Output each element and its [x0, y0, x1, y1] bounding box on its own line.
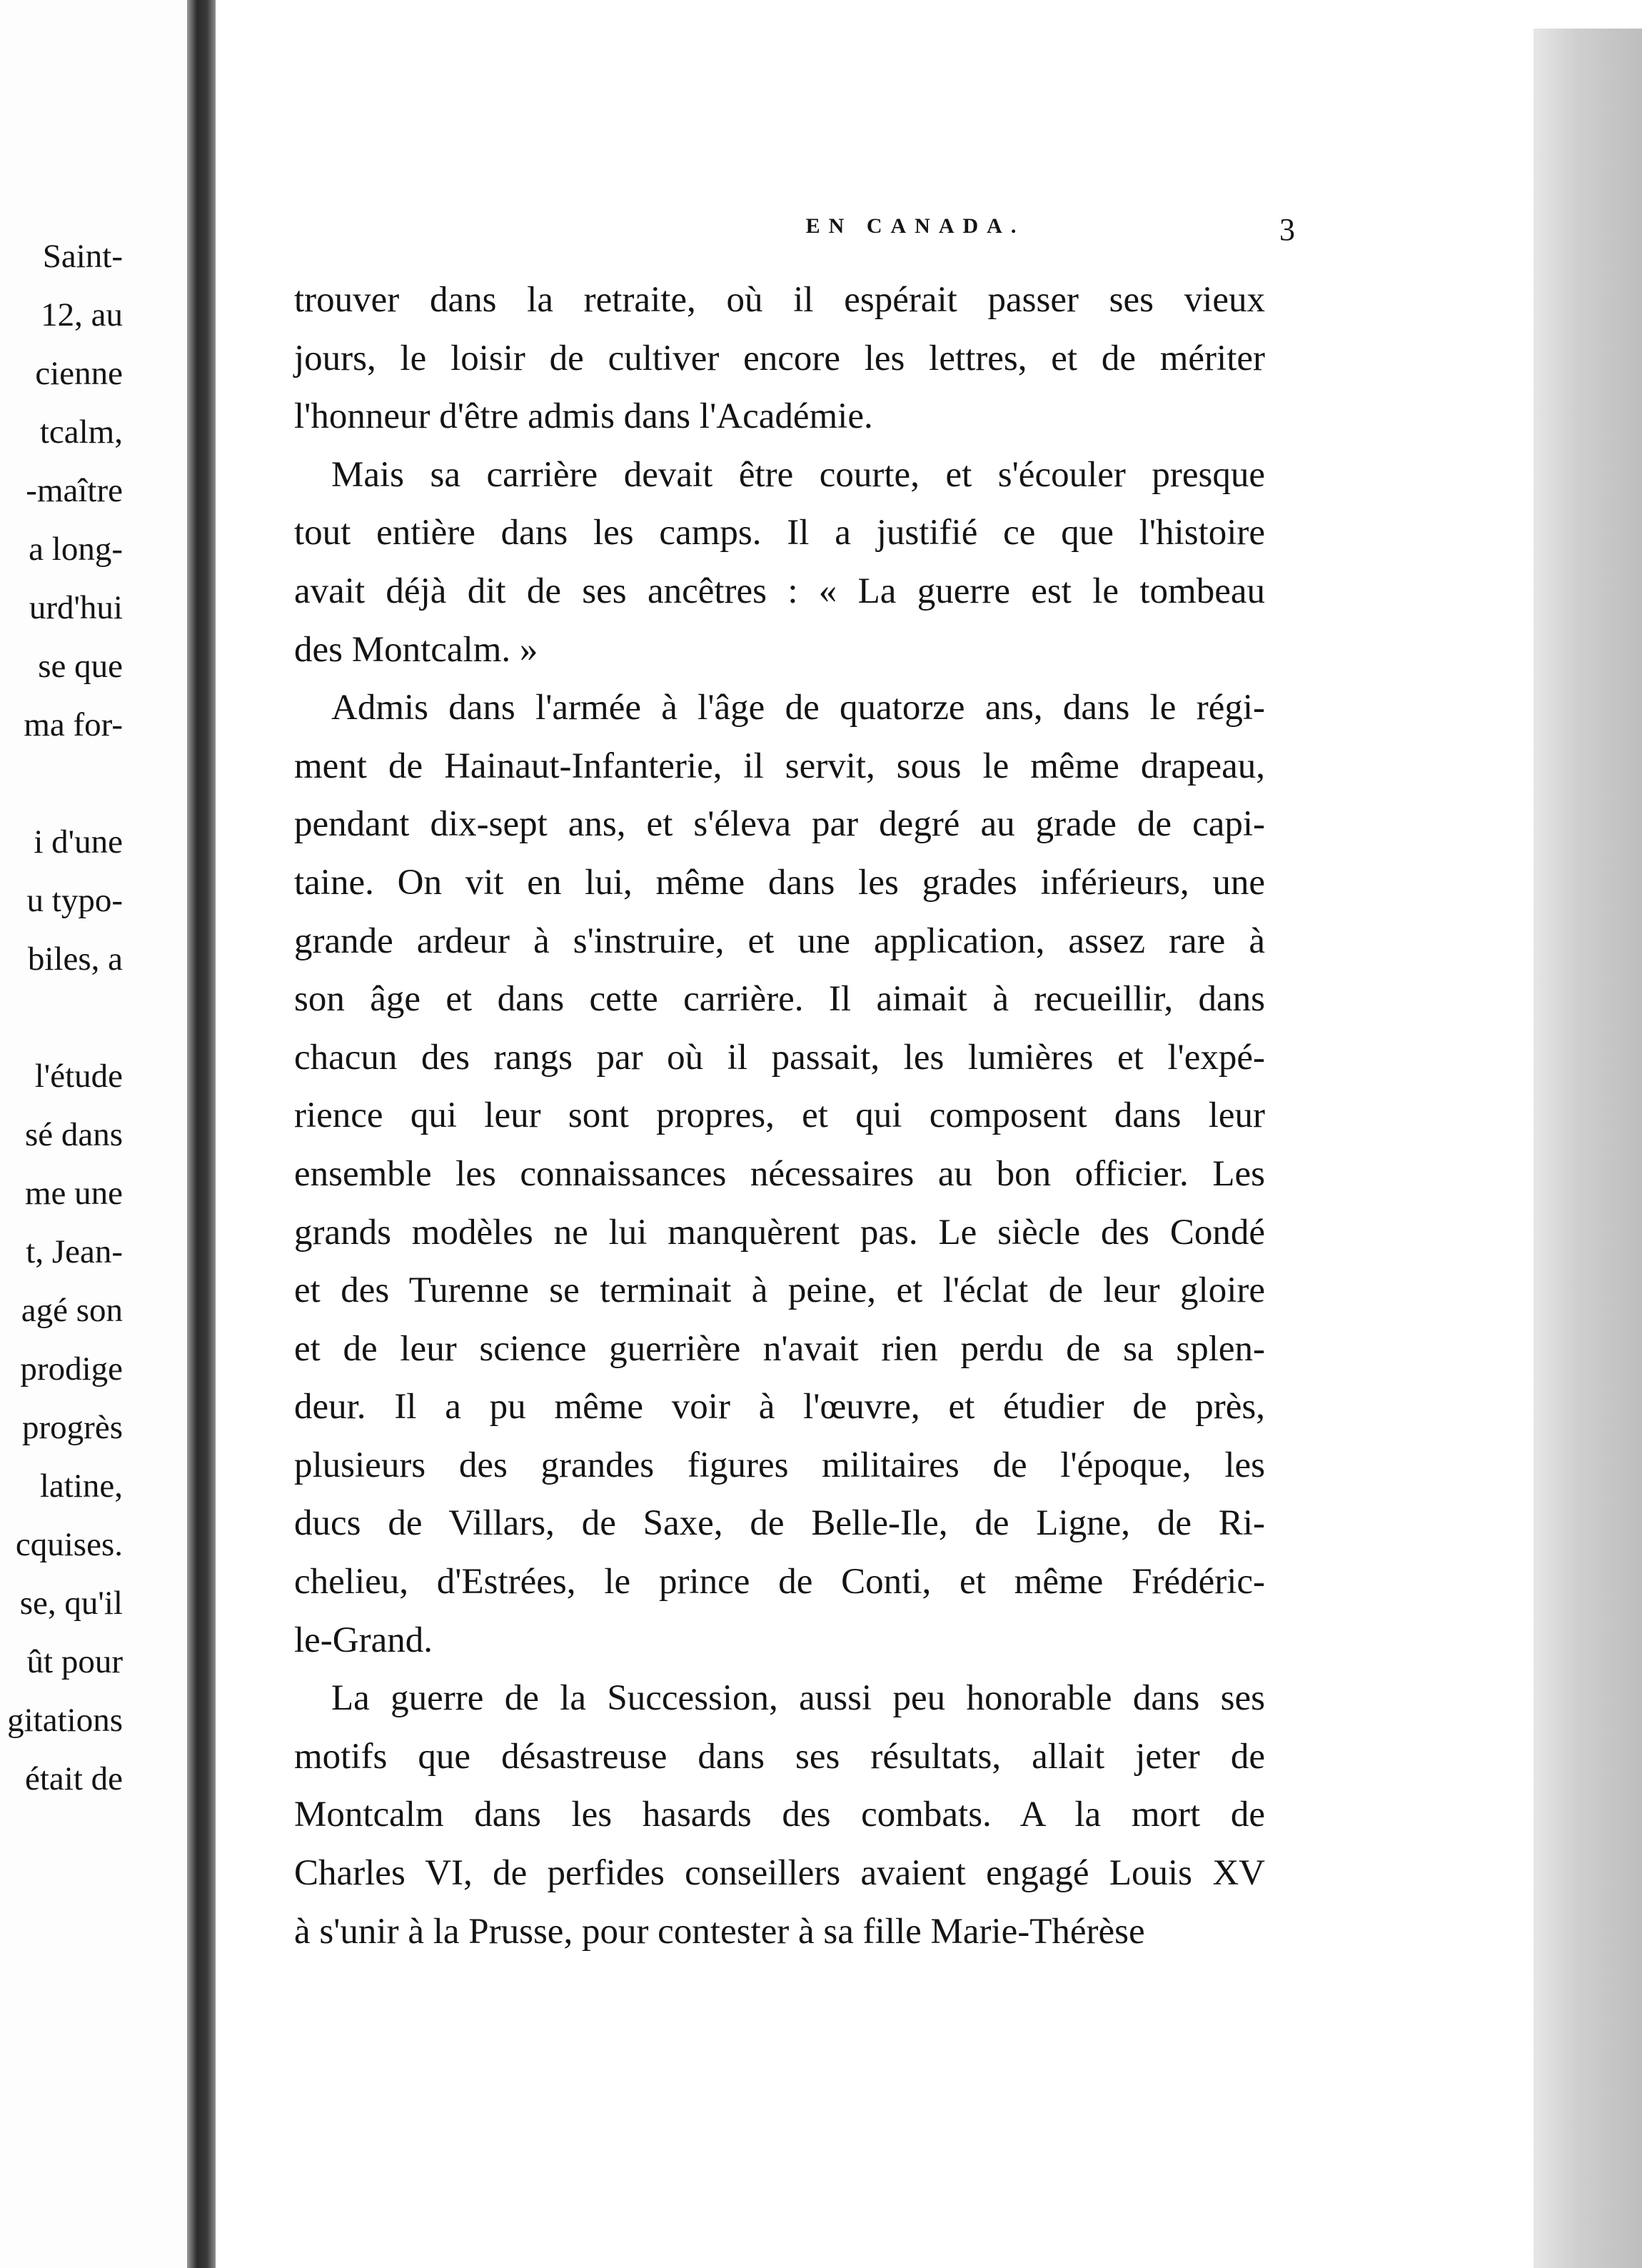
facing-page-line: ût pour	[26, 1643, 123, 1680]
facing-page-text	[7, 227, 123, 1808]
text-line: grands modèles ne lui manquèrent pas. Le siècle des Condé	[294, 1212, 1265, 1253]
text-line: rience qui leur sont propres, et qui composent dans leur	[294, 1095, 1265, 1136]
facing-page-line: i d'une	[34, 823, 123, 860]
running-title: EN CANADA.	[805, 214, 1025, 238]
facing-page-line: urd'hui	[29, 589, 123, 626]
text-line: ment de Hainaut-Infanterie, il servit, sous le même drapeau,	[294, 746, 1265, 786]
paragraph	[294, 446, 1265, 679]
text-line: chelieu, d'Estrées, le prince de Conti, et même Frédéric-	[294, 1562, 1265, 1602]
facing-page-line: u typo-	[26, 882, 123, 919]
facing-page-line: cienne	[35, 355, 123, 392]
facing-page-line: t, Jean-	[26, 1233, 123, 1270]
book-page	[216, 0, 1533, 2268]
facing-page-line: a long-	[29, 531, 123, 568]
text-line: taine. On vit en lui, même dans les grades inférieurs, une	[294, 862, 1265, 903]
text-line: tout entière dans les camps. Il a justifié ce que l'histoire	[294, 513, 1265, 553]
text-line: avait déjà dit de ses ancêtres : « La guerre est le tombeau	[294, 571, 1265, 611]
text-line: Admis dans l'armée à l'âge de quatorze ans, dans le régi-	[331, 688, 1265, 728]
text-line: jours, le loisir de cultiver encore les lettres, et de mériter	[294, 338, 1265, 378]
text-line: et de leur science guerrière n'avait rien perdu de sa splen-	[294, 1328, 1265, 1369]
facing-page-line: latine,	[39, 1467, 123, 1505]
text-line: Charles VI, de perfides conseillers avaient engagé Louis XV	[294, 1853, 1265, 1894]
facing-page-line: tcalm,	[39, 413, 123, 451]
text-line: trouver dans la retraite, où il espérait passer ses vieux	[294, 280, 1265, 320]
facing-page-line: gitations	[7, 1702, 123, 1739]
facing-page-line: me une	[24, 1175, 123, 1212]
text-line: des Montcalm. »	[294, 629, 538, 670]
paragraph	[294, 679, 1265, 1670]
text-line: et des Turenne se terminait à peine, et l'éclat de leur gloire	[294, 1270, 1265, 1311]
facing-page-line: progrès	[22, 1409, 123, 1446]
book-gutter	[187, 0, 216, 2268]
body-text	[294, 271, 1265, 1961]
facing-page-line: Saint-	[42, 238, 123, 275]
facing-page-fragment	[0, 0, 187, 2268]
facing-page-line: se que	[38, 648, 123, 685]
paragraph	[294, 1670, 1265, 1961]
page-edge-shadow	[1533, 29, 1642, 2268]
facing-page-line: sé dans	[24, 1116, 123, 1153]
text-line: deur. Il a pu même voir à l'œuvre, et étudier de près,	[294, 1387, 1265, 1427]
text-line: motifs que désastreuse dans ses résultats, allait jeter de	[294, 1736, 1265, 1777]
text-line: grande ardeur à s'instruire, et une application, assez rare à	[294, 920, 1265, 961]
text-line: son âge et dans cette carrière. Il aimait à recueillir, dans	[294, 979, 1265, 1020]
text-line: ducs de Villars, de Saxe, de Belle-Ile, de Ligne, de Ri-	[294, 1503, 1265, 1544]
text-line: pendant dix-sept ans, et s'éleva par degré au grade de capi-	[294, 804, 1265, 845]
page-margin	[1533, 0, 1642, 29]
text-line: Mais sa carrière devait être courte, et s'écouler presque	[331, 454, 1265, 495]
text-line: l'honneur d'être admis dans l'Académie.	[294, 396, 873, 437]
page-number: 3	[1279, 212, 1295, 247]
paragraph	[294, 271, 1265, 446]
text-line: La guerre de la Succession, aussi peu honorable dans ses	[331, 1678, 1265, 1719]
facing-page-line: 12, au	[41, 296, 123, 333]
facing-page-line: prodige	[20, 1350, 123, 1388]
text-line: le-Grand.	[294, 1620, 433, 1660]
facing-page-line: se, qu'il	[19, 1585, 123, 1622]
facing-page-line: était de	[24, 1760, 123, 1797]
text-line: ensemble les connaissances nécessaires au bon officier. Les	[294, 1153, 1265, 1194]
facing-page-line: ma for-	[24, 706, 123, 743]
facing-page-line	[7, 988, 123, 1047]
text-line: chacun des rangs par où il passait, les lumières et l'expé-	[294, 1037, 1265, 1078]
text-line: plusieurs des grandes figures militaires de l'époque, les	[294, 1445, 1265, 1485]
facing-page-line: l'étude	[34, 1058, 123, 1095]
text-line: à s'unir à la Prusse, pour contester à sa fille Marie-Thérèse	[294, 1911, 1145, 1952]
facing-page-line: agé son	[21, 1292, 123, 1329]
text-line: Montcalm dans les hasards des combats. A la mort de	[294, 1795, 1265, 1835]
facing-page-line	[7, 754, 123, 813]
facing-page-line: -maître	[26, 472, 123, 509]
facing-page-line: biles, a	[27, 940, 123, 978]
facing-page-line: cquises.	[15, 1526, 123, 1563]
